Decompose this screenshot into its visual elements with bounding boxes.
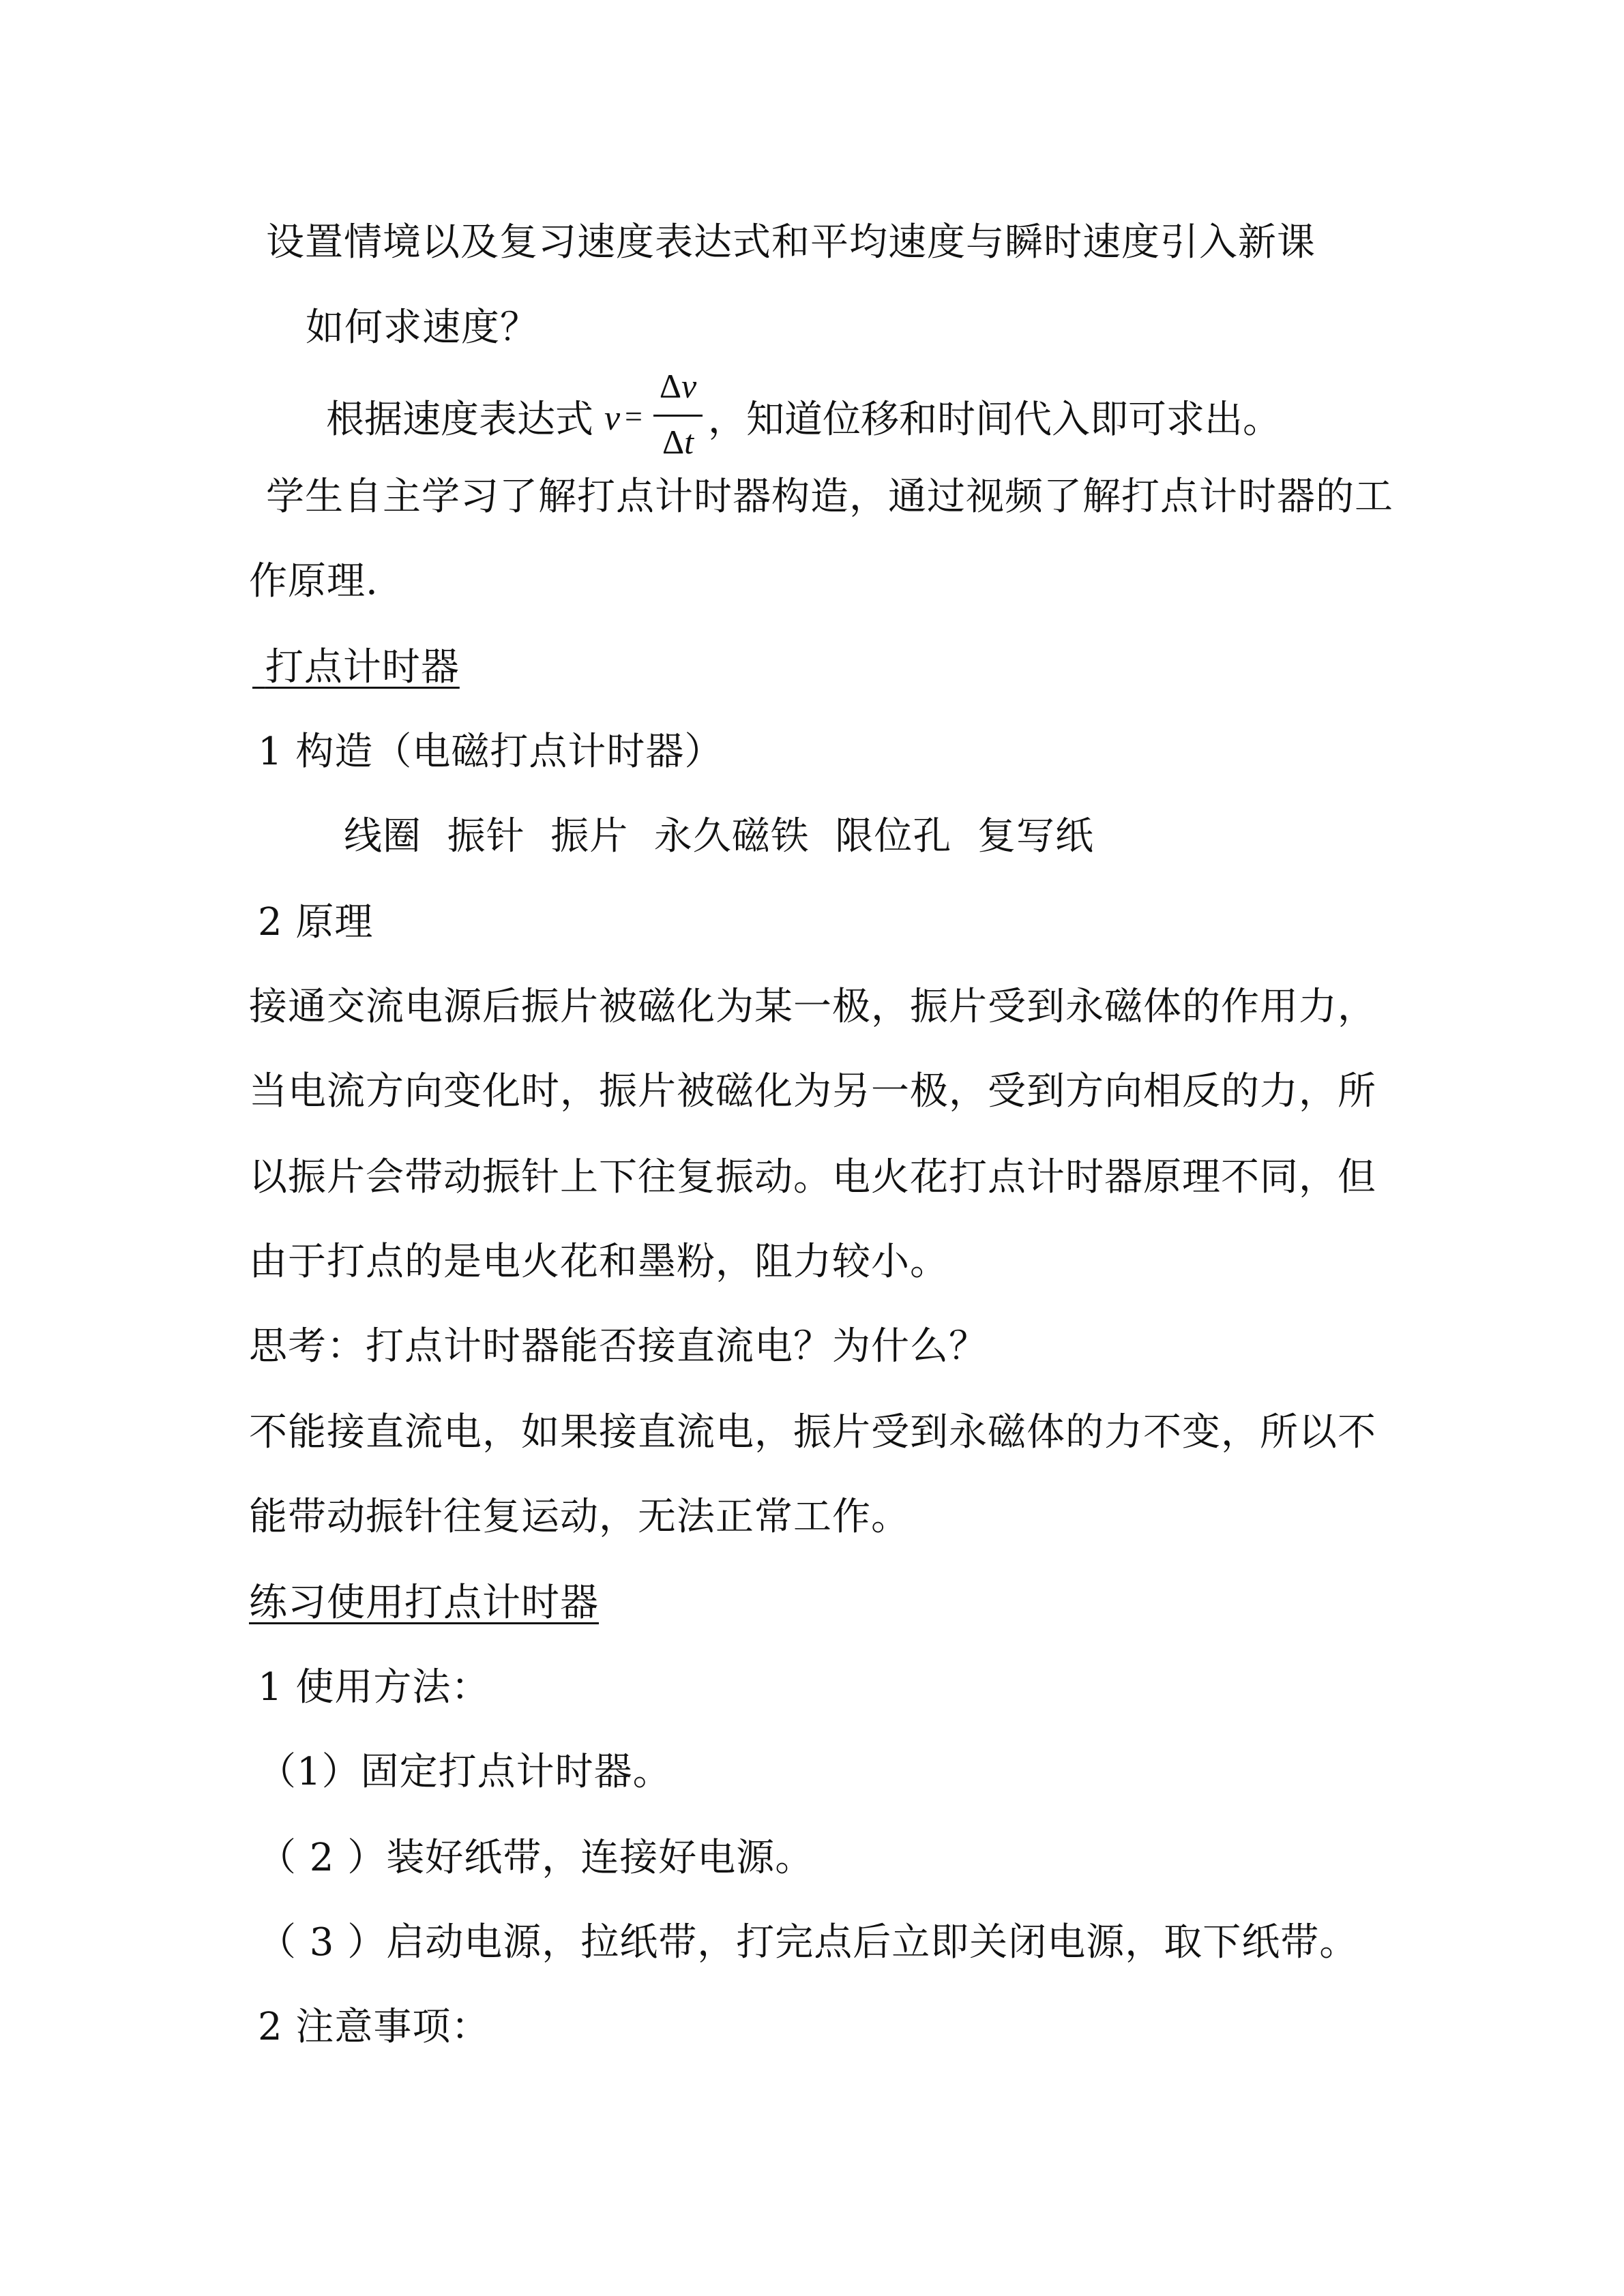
- question-line: 如何求速度？: [306, 305, 539, 350]
- answer-line-1: 不能接直流电，如果接直流电，振片受到永磁体的力不变，所以不: [249, 1410, 1376, 1455]
- principle-line-2: 当电流方向变化时，振片被磁化为另一极，受到方向相反的力，所: [249, 1069, 1376, 1114]
- principle-line-4: 由于打点的是电火花和墨粉，阻力较小。: [249, 1240, 949, 1284]
- formula-suffix: ，知道位移和时间代入即可求出。: [708, 398, 1281, 442]
- think-question: 思考：打点计时器能否接直流电？为什么？: [249, 1324, 988, 1369]
- fraction-bar: [653, 415, 703, 417]
- construct-parts: 线圈 振针 振片 永久磁铁 限位孔 复写纸: [344, 814, 1095, 859]
- usage-step-3: （ 3 ）启动电源，拉纸带，打完点后立即关闭电源，取下纸带。: [258, 1920, 1359, 1965]
- formula-equals: =: [625, 399, 643, 434]
- usage-step-2: （ 2 ）装好纸带，连接好电源。: [258, 1836, 814, 1880]
- study-line-2: 作原理.: [249, 559, 379, 603]
- usage-title: 1 使用方法：: [258, 1665, 490, 1710]
- principle-title: 2 原理: [258, 900, 374, 944]
- fraction-denominator: Δt: [662, 423, 694, 461]
- fraction-numerator: Δv: [659, 367, 697, 405]
- principle-line-1: 接通交流电源后振片被磁化为某一极，振片受到永磁体的作用力，: [249, 985, 1376, 1029]
- principle-line-3: 以振片会带动振针上下往复振动。电火花打点计时器原理不同，但: [249, 1155, 1376, 1199]
- heading-timer: 打点计时器: [265, 645, 460, 689]
- study-line-1: 学生自主学习了解打点计时器构造，通过视频了解打点计时器的工: [266, 475, 1393, 519]
- formula-velocity-var: v: [604, 399, 621, 438]
- answer-line-2: 能带动振针往复运动，无法正常工作。: [249, 1495, 910, 1539]
- intro-paragraph: 设置情境以及复习速度表达式和平均速度与瞬时速度引入新课: [266, 220, 1316, 265]
- formula-prefix: 根据速度表达式: [326, 398, 593, 442]
- construct-title: 1 构造（电磁打点计时器）: [258, 730, 724, 774]
- heading-practice: 练习使用打点计时器: [249, 1581, 599, 1625]
- usage-step-1: （1）固定打点计时器。: [258, 1750, 672, 1794]
- notes-title: 2 注意事项：: [258, 2005, 490, 2049]
